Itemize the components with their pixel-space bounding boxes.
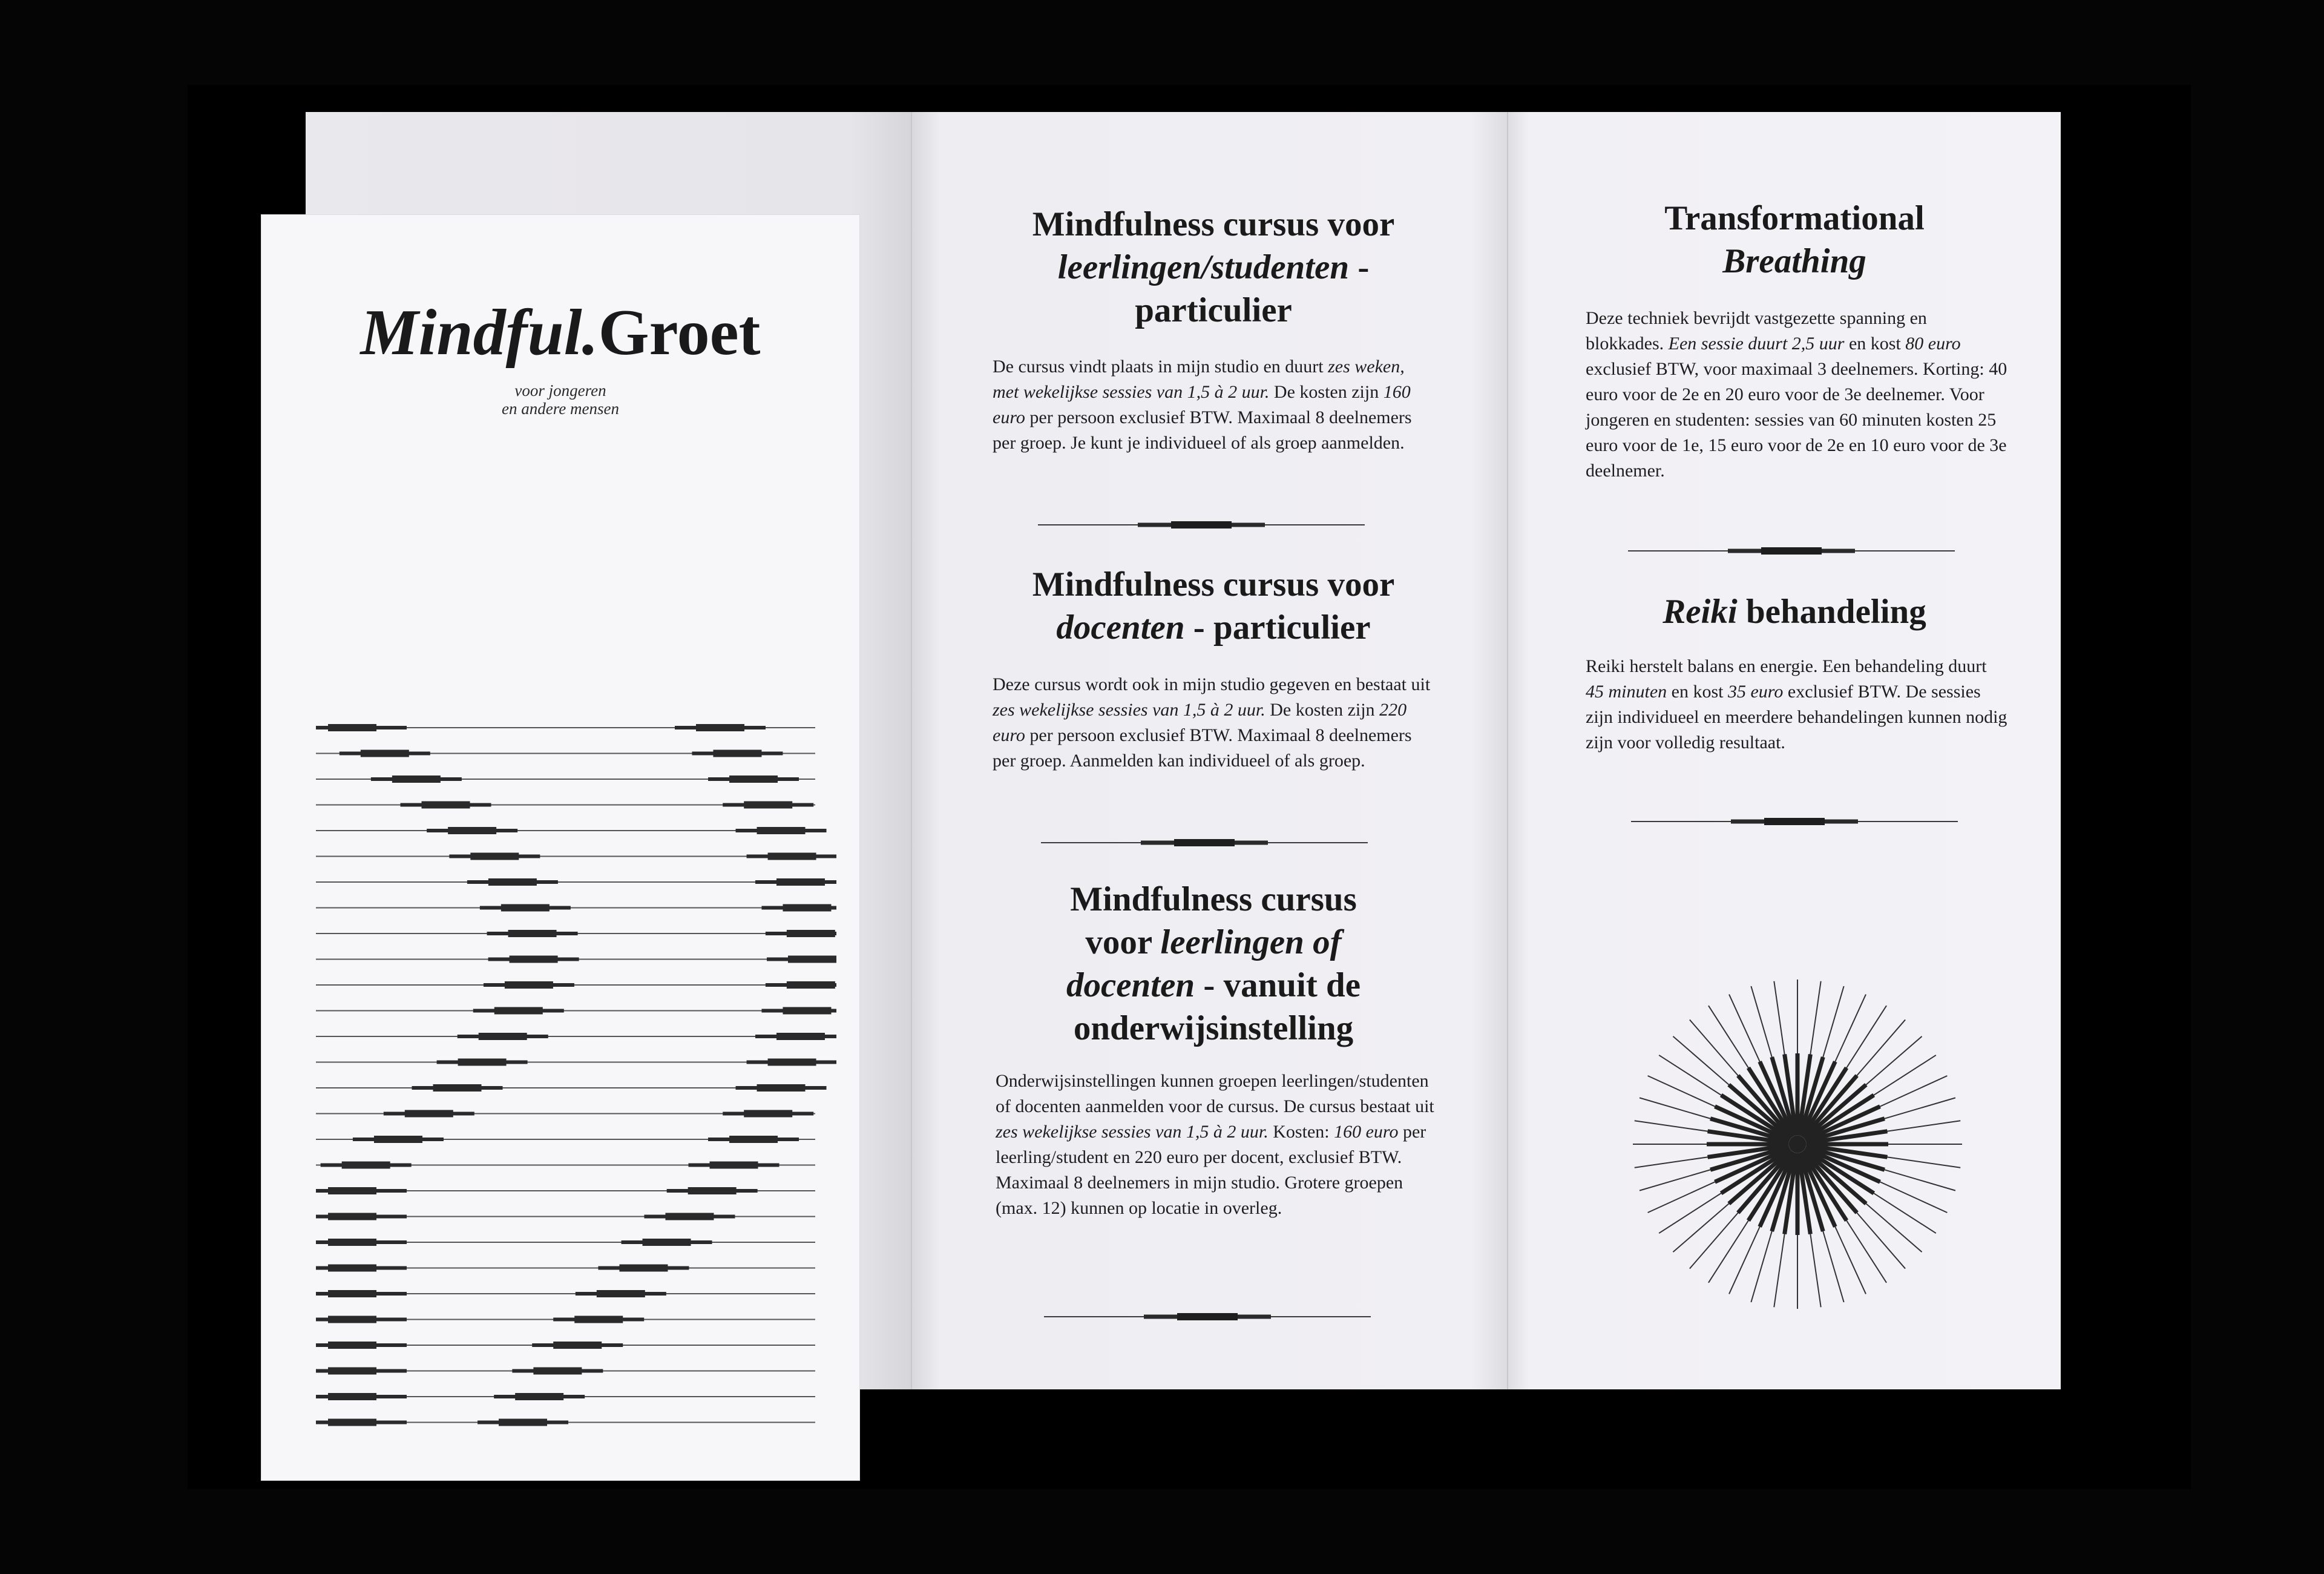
wave-segment <box>328 1213 376 1220</box>
wave-segment <box>328 1419 376 1426</box>
section-heading <box>1552 197 2037 283</box>
heading-dash: - <box>1349 248 1370 286</box>
wave-segment <box>328 1393 376 1400</box>
section-institution <box>971 878 1456 1050</box>
wave-segment <box>597 1290 645 1297</box>
wave-segment <box>729 1136 778 1143</box>
sunburst-center <box>1789 1136 1806 1153</box>
body-text: per persoon exclusief BTW. Maximaal 8 deelnemers per groep. Je kunt je individueel of als groep aanmelden. <box>993 407 1412 453</box>
body-text: Kosten: <box>1273 1122 1330 1142</box>
wave-segment <box>405 1110 453 1118</box>
wave-segment <box>768 1059 816 1066</box>
heading-line: onderwijsinstelling <box>1073 1009 1354 1047</box>
body-text: per leerling/student en 220 euro per docent, exclusief BTW. Maximaal 8 deelnemers in mijn studio. Grotere groepen (max. 12) kunnen op locatie in overleg. <box>996 1122 1426 1218</box>
wave-segment <box>510 956 558 963</box>
wave-segment <box>688 1187 737 1194</box>
wave-segment <box>501 904 550 912</box>
wave-segment <box>729 775 778 783</box>
heading-line: - vanuit de <box>1195 966 1361 1004</box>
body-emphasis: zes wekelijkse sessies van 1,5 à 2 uur. <box>993 700 1265 720</box>
section-transformational-breathing <box>1552 197 2037 283</box>
ornament-divider-icon <box>1044 1311 1371 1323</box>
cover-title-regular: Groet <box>598 297 761 369</box>
wave-segment <box>783 1007 831 1015</box>
section-body <box>993 354 1434 456</box>
body-emphasis: zes weken, met wekelijkse sessies van 1,5 à 2 uur. <box>993 357 1405 402</box>
body-text: De kosten zijn <box>1273 382 1379 402</box>
wave-segment <box>713 750 761 757</box>
wave-segment <box>643 1239 691 1246</box>
wave-segment <box>328 1316 376 1323</box>
wave-segment <box>619 1265 668 1272</box>
wave-segment <box>783 904 831 912</box>
heading-line: particulier <box>1135 291 1292 329</box>
wave-segment <box>787 930 835 937</box>
brochure-cover <box>261 215 859 1480</box>
ornament-divider-icon <box>1631 815 1958 828</box>
heading-line: Transformational <box>1664 199 1925 237</box>
body-text: Onderwijsinstellingen kunnen groepen leerlingen/studenten of docenten aanmelden voor de cursus. De cursus bestaat uit <box>996 1071 1434 1116</box>
body-text: en kost <box>1671 682 1724 702</box>
cover-title <box>261 294 859 372</box>
wave-segment <box>499 1419 547 1426</box>
cover-subtitle-line: voor jongeren <box>514 381 606 400</box>
section-reiki <box>1552 590 2037 633</box>
heading-emphasis: Reiki <box>1663 593 1738 631</box>
body-text: exclusief BTW, voor maximaal 3 deelnemers. Korting: 40 euro voor de 2e en 20 euro voor de 3e deelnemer. Voor jongeren en studenten: sessies van 60 minuten kosten 25 euro voor de 1e, 15 euro voor de 2e en 10 euro voor de 3e deelnemer. <box>1586 359 2007 481</box>
heading-emphasis: Breathing <box>1722 242 1866 280</box>
wave-segment <box>574 1316 623 1323</box>
section-heading <box>971 563 1456 649</box>
wave-segment <box>328 724 376 731</box>
body-text: exclusief BTW. De sessies zijn individueel en meerdere behandelingen kunnen nodig zijn voor volledig resultaat. <box>1586 682 2007 752</box>
cover-title-italic: Mindful. <box>360 297 599 369</box>
heading-emphasis: leerlingen of <box>1160 923 1342 961</box>
section-body <box>996 1069 1440 1221</box>
wave-segment <box>787 981 835 989</box>
price-emphasis: 35 euro <box>1727 682 1784 702</box>
wave-segment <box>696 724 744 731</box>
body-emphasis: zes wekelijkse sessies van 1,5 à 2 uur. <box>996 1122 1269 1142</box>
section-teachers-private <box>971 563 1456 649</box>
wave-segment <box>515 1393 563 1400</box>
cover-subtitle <box>261 381 859 418</box>
heading-emphasis: leerlingen/studenten <box>1057 248 1350 286</box>
ornament-divider-icon <box>1041 837 1368 849</box>
body-emphasis: 45 minuten <box>1586 682 1667 702</box>
price-emphasis: 160 euro <box>1334 1122 1399 1142</box>
body-text: per persoon exclusief BTW. Maximaal 8 deelnemers per groep. Aanmelden kan individueel of als groep. <box>993 725 1412 771</box>
fold-line-left <box>911 112 912 1389</box>
wave-segment <box>392 775 441 783</box>
body-text: De kosten zijn <box>1270 700 1375 720</box>
wave-segment <box>488 878 537 886</box>
section-students-private <box>971 203 1456 332</box>
ornament-divider-icon <box>1038 519 1365 531</box>
heading-line: Mindfulness cursus voor <box>1032 565 1395 604</box>
sunburst-rays <box>1633 980 1962 1309</box>
sunburst-icon <box>1628 975 1967 1314</box>
wave-segment <box>768 853 816 860</box>
wave-segment <box>342 1162 390 1169</box>
wave-segment <box>328 1239 376 1246</box>
wave-segment <box>494 1007 543 1015</box>
fold-line-right <box>1507 112 1508 1389</box>
wave-segment <box>757 827 806 834</box>
body-text: en kost <box>1848 334 1901 354</box>
price-emphasis: 220 euro <box>993 700 1407 745</box>
heading-line: Mindfulness cursus voor <box>1032 205 1395 243</box>
heading-line: voor <box>1085 923 1152 961</box>
wave-segment <box>448 827 496 834</box>
body-text: Reiki herstelt balans en energie. Een behandeling duurt <box>1586 656 1987 676</box>
heading-emphasis: docenten <box>1066 966 1195 1004</box>
section-body <box>1586 306 2009 484</box>
wave-segment <box>757 1084 806 1092</box>
wave-segment <box>508 930 557 937</box>
section-body <box>1586 654 2009 756</box>
wave-segment <box>710 1162 758 1169</box>
wave-segment <box>458 1059 507 1066</box>
ornament-divider-icon <box>1628 545 1955 557</box>
wave-lines <box>316 724 836 1426</box>
wave-segment <box>328 1187 376 1194</box>
wave-segment <box>328 1368 376 1375</box>
section-heading <box>971 203 1456 332</box>
body-text: Deze techniek bevrijdt vastgezette spanning en blokkades. <box>1586 308 1927 354</box>
body-emphasis: Een sessie duurt 2,5 uur <box>1668 334 1845 354</box>
price-emphasis: 160 euro <box>993 382 1411 427</box>
body-text: De cursus vindt plaats in mijn studio en duurt <box>993 357 1324 377</box>
wave-segment <box>479 1033 527 1040</box>
heading-line: behandeling <box>1737 593 1926 631</box>
heading-emphasis: docenten <box>1056 608 1185 647</box>
cover-subtitle-line: en andere mensen <box>502 400 619 418</box>
section-heading <box>971 878 1456 1050</box>
wave-segment <box>553 1342 602 1349</box>
wave-segment <box>533 1368 582 1375</box>
wave-segment <box>328 1265 376 1272</box>
heading-line: - particulier <box>1184 608 1371 647</box>
wave-segment <box>328 1290 376 1297</box>
wave-segment <box>361 750 409 757</box>
wave-segment <box>665 1213 714 1220</box>
wave-segment <box>433 1084 481 1092</box>
wave-segment <box>470 853 519 860</box>
body-text: Deze cursus wordt ook in mijn studio gegeven en bestaat uit <box>993 674 1431 694</box>
wave-segment <box>328 1342 376 1349</box>
wave-lines-icon <box>316 720 836 1447</box>
section-heading <box>1552 590 2037 633</box>
wave-segment <box>788 956 836 963</box>
price-emphasis: 80 euro <box>1905 334 1961 354</box>
section-body <box>993 672 1434 774</box>
wave-segment <box>744 1110 792 1118</box>
wave-segment <box>505 981 553 989</box>
wave-segment <box>422 802 470 809</box>
heading-line: Mindfulness cursus <box>1070 880 1357 918</box>
wave-segment <box>374 1136 422 1143</box>
wave-segment <box>744 802 792 809</box>
wave-segment <box>776 1033 825 1040</box>
wave-segment <box>776 878 825 886</box>
